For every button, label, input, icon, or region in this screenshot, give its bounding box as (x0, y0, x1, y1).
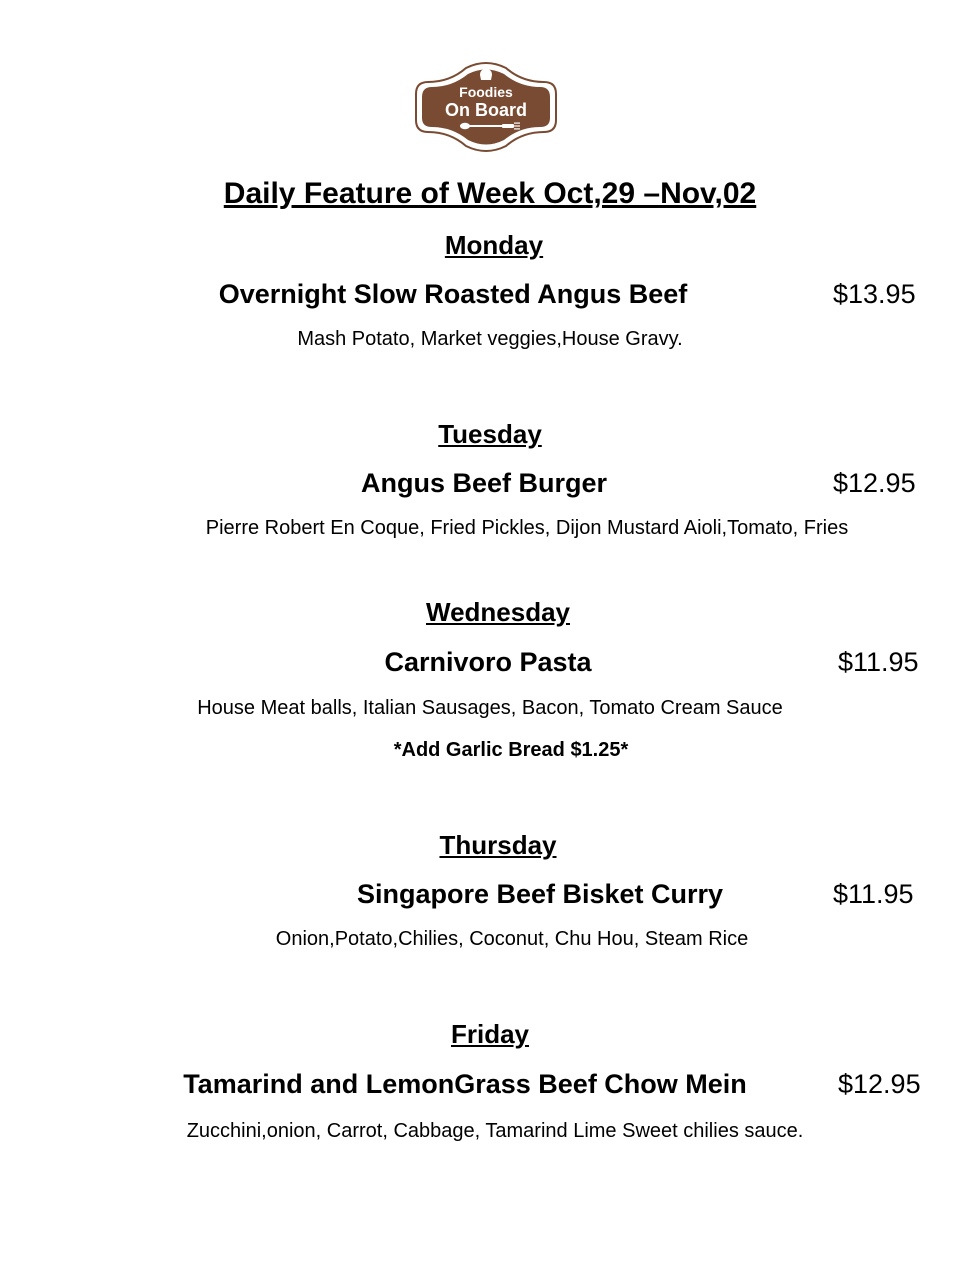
dish-description-wednesday: House Meat balls, Italian Sausages, Bacon, Tomato Cream Sauce (197, 697, 783, 719)
day-heading-monday: Monday (444, 230, 544, 260)
logo-line2: On Board (444, 100, 528, 120)
logo-line1: Foodies (459, 84, 513, 100)
day-heading-wednesday: Wednesday (425, 597, 571, 627)
dish-price-friday: $12.95 (838, 1069, 921, 1099)
dish-name-thursday: Singapore Beef Bisket Curry (356, 879, 724, 909)
day-heading-thursday: Thursday (439, 830, 557, 860)
logo-badge (410, 60, 562, 154)
dish-price-tuesday: $12.95 (833, 468, 916, 498)
dish-name-friday: Tamarind and LemonGrass Beef Chow Mein (183, 1069, 747, 1099)
dish-price-monday: $13.95 (833, 279, 916, 309)
dish-price-wednesday: $11.95 (838, 647, 919, 677)
day-heading-friday: Friday (450, 1019, 530, 1049)
dish-description-thursday: Onion,Potato,Chilies, Coconut, Chu Hou, Steam Rice (275, 928, 749, 950)
dish-name-tuesday: Angus Beef Burger (360, 468, 608, 498)
dish-name-wednesday: Carnivoro Pasta (384, 647, 592, 677)
dish-price-thursday: $11.95 (833, 879, 914, 909)
dish-description-tuesday: Pierre Robert En Coque, Fried Pickles, Dijon Mustard Aioli,Tomato, Fries (205, 517, 849, 539)
logo (410, 60, 562, 154)
dish-note-wednesday: *Add Garlic Bread $1.25* (393, 739, 629, 761)
dish-name-monday: Overnight Slow Roasted Angus Beef (218, 279, 688, 309)
chef-hat-icon (480, 69, 492, 80)
dish-description-monday: Mash Potato, Market veggies,House Gravy. (297, 328, 683, 350)
page-title: Daily Feature of Week Oct,29 –Nov,02 (223, 177, 757, 210)
dish-description-friday: Zucchini,onion, Carrot, Cabbage, Tamarind Lime Sweet chilies sauce. (186, 1120, 804, 1142)
day-heading-tuesday: Tuesday (438, 419, 542, 449)
